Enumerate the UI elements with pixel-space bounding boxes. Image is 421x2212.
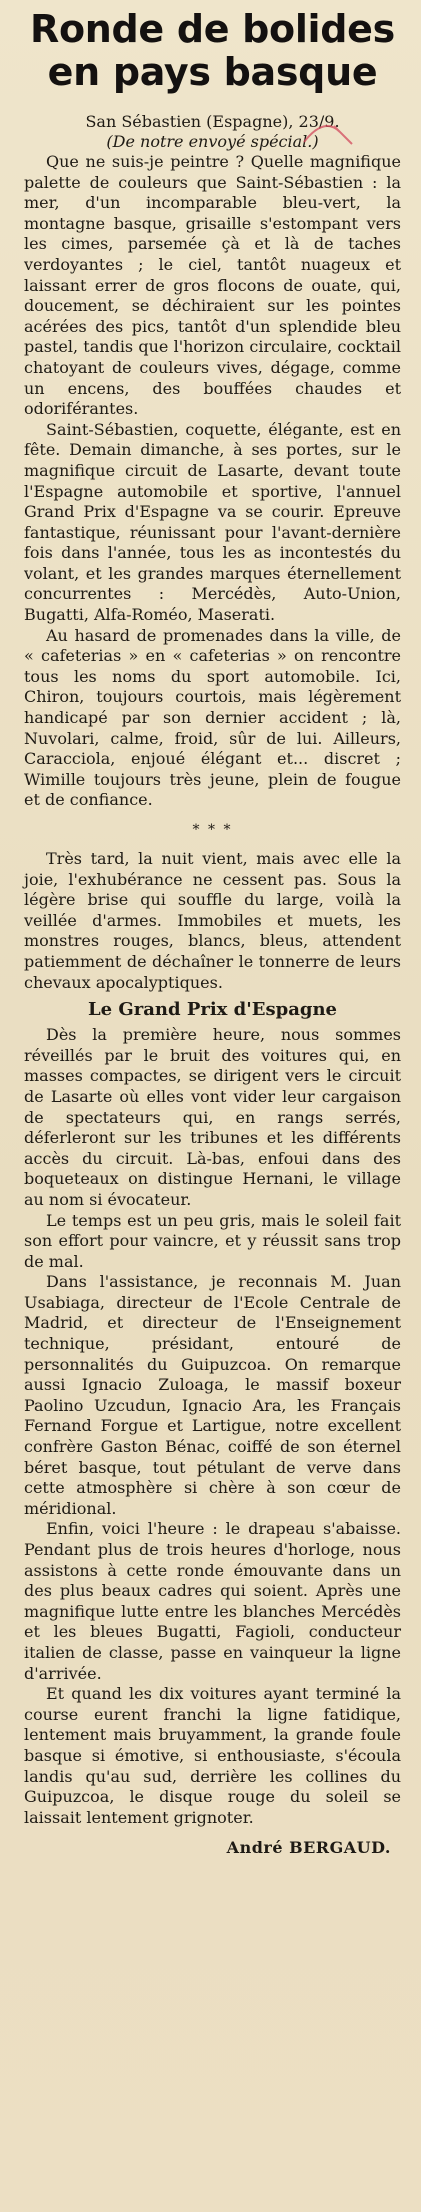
author-signature: André BERGAUD. — [226, 1838, 391, 1858]
paragraph: Enfin, voici l'heure : le drapeau s'abaisse. Pendant plus de trois heures d'horloge, nous assistons à cette ronde émouvante dans un des plus beaux cadres qui soient. Après une magnifique lutte entre les blanches Mercédès et les bleues Bugatti, Fagioli, conducteur italien de classe, passe en vainqueur la ligne d'arrivée. — [24, 1519, 401, 1683]
article-headline — [24, 8, 401, 94]
headline-line-2: en pays basque — [47, 50, 378, 94]
paragraph: Le temps est un peu gris, mais le soleil fait son effort pour vaincre, et y réussit sans trop de mal. — [24, 1210, 401, 1271]
paragraph: Très tard, la nuit vient, mais avec elle la joie, l'exhubérance ne cessent pas. Sous la légère brise qui souffle du large, voilà la veillée d'armes. Immobiles et muets, les monstres rouges, blancs, bleus, attendent patiemment de déchaîner le tonnerre de leurs chevaux apocalyptiques. — [24, 849, 401, 992]
paragraph: Saint-Sébastien, coquette, élégante, est en fête. Demain dimanche, à ses portes, sur le magnifique circuit de Lasarte, devant toute l'Espagne automobile et sportive, l'annuel Grand Prix d'Espagne va se courir. Epreuve fantastique, réunissant pour l'avant-dernière fois dans l'année, tous les as incontestés du volant, et les grandes marques éternellement concurrentes : Mercédès, Auto-Union, Bugatti, Alfa-Roméo, Maserati. — [24, 419, 401, 625]
article-body-part-2 — [24, 849, 401, 993]
paragraph: Et quand les dix voitures ayant terminé la course eurent franchi la ligne fatidique, lentement mais bruyamment, la grande foule basque si émotive, si enthousiaste, s'écoula landis qu'au sud, derrière les collines du Guipuzcoa, le disque rouge du soleil se laissait lentement grignoter. — [24, 1684, 401, 1827]
paragraph: Dans l'assistance, je reconnais M. Juan Usabiaga, directeur de l'Ecole Centrale de Madrid, et directeur de l'Enseignement technique, présidant, entouré de personnalités du Guipuzcoa. On remarque aussi Ignacio Zuloaga, le massif boxeur Paolino Uzcudun, Ignacio Ara, les Français Fernand Forgue et Lartigue, notre excellent confrère Gaston Bénac, coiffé de son éternel béret basque, tout pétulant de verve dans cette atmosphère si chère à son cœur de méridional. — [24, 1272, 401, 1518]
paragraph: Dès la première heure, nous sommes réveillés par le bruit des voitures qui, en masses compactes, se dirigent vers le circuit de Lasarte où elles vont vider leur cargaison de spectateurs qui, en rangs serrés, déferleront sur les tribunes et les différents accès du circuit. Là-bas, enfoui dans des boqueteaux on distingue Hernani, le village au nom si évocateur. — [24, 1025, 401, 1209]
section-subheading: Le Grand Prix d'Espagne — [87, 999, 337, 1021]
correspondent-note: (De notre envoyé spécial.) — [106, 132, 319, 151]
paragraph: Au hasard de promenades dans la ville, de « cafeterias » en « cafeterias » on rencontre tous les noms du sport automobile. Ici, Chiron, toujours courtois, mais légèrement handicapé par son dernier accident ; là, Nuvolari, calme, froid, sûr de lui. Ailleurs, Caracciola, enjoué élégant et... discret ; Wimille toujours très jeune, plein de fougue et de confiance. — [24, 625, 401, 810]
headline-line-1: Ronde de bolides — [30, 7, 395, 51]
article-body-part-1 — [24, 152, 401, 811]
paragraph: Que ne suis-je peintre ? Quelle magnifique palette de couleurs que Saint-Sébastien : la mer, d'un incomparable bleu-vert, la montagne basque, grisaille s'estompant vers les cimes, parsemée çà et là de taches verdoyantes ; le ciel, tantôt nuageux et laissant errer de gros flocons de ouate, qui, doucement, se déchiraient sur les pointes acérées des pics, tantôt d'un splendide bleu pastel, tandis que l'horizon circulaire, cocktail chatoyant de couleurs vives, dégage, comme un encens, des bouffées chaudes et odoriférantes. — [24, 152, 401, 419]
dateline: San Sébastien (Espagne), 23/9. — [85, 112, 340, 131]
article-body-part-3 — [24, 1025, 401, 1828]
section-separator: * * * — [192, 822, 233, 838]
